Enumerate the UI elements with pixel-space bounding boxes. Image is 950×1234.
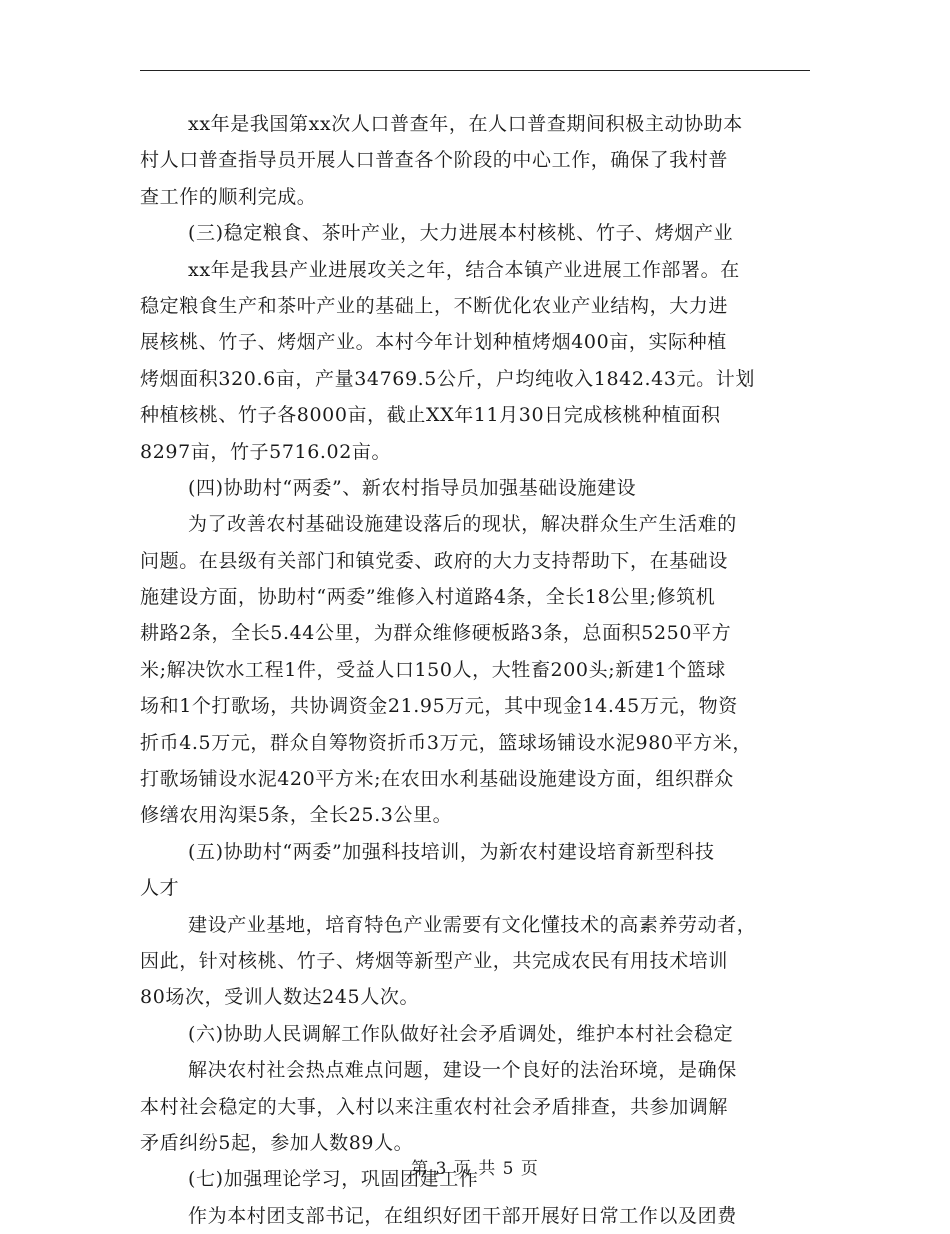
text-line: 为了改善农村基础设施建设落后的现状，解决群众生产生活难的	[188, 513, 737, 536]
text-line: xx年是我国第xx次人口普查年，在人口普查期间积极主动协助本	[188, 113, 743, 135]
text-line: 8297亩，竹子5716.02亩。	[140, 440, 392, 463]
text-line: 稳定粮食生产和茶叶产业的基础上，不断优化农业产业结构，大力进	[140, 294, 729, 317]
text-line: 种植核桃、竹子各8000亩，截止XX年11月30日完成核桃种植面积	[140, 404, 721, 427]
text-line: 矛盾纠纷5起，参加人数89人。	[140, 1131, 414, 1154]
text-line: 人才	[140, 877, 180, 900]
text-line: (五)协助村“两委”加强科技培训，为新农村建设培育新型科技	[188, 840, 715, 863]
text-line: 作为本村团支部书记，在组织好团干部开展好日常工作以及团费	[188, 1204, 737, 1227]
text-line: 建设产业基地，培育特色产业需要有文化懂技术的高素养劳动者，	[188, 913, 757, 936]
text-line: 施建设方面，协助村“两委”维修入村道路4条，全长18公里;修筑机	[140, 586, 716, 609]
text-line: 米;解决饮水工程1件，受益人口150人，大牲畜200头;新建1个篮球	[140, 658, 726, 681]
text-line: (六)协助人民调解工作队做好社会矛盾调处，维护本村社会稳定	[188, 1022, 734, 1045]
header-rule	[140, 70, 810, 71]
text-line: 查工作的顺利完成。	[140, 185, 317, 208]
text-line: 折币4.5万元，群众自筹物资折币3万元，篮球场铺设水泥980平方米，	[140, 731, 752, 754]
text-line: 本村社会稳定的大事，入村以来注重农村社会矛盾排查，共参加调解	[140, 1095, 729, 1118]
text-line: 耕路2条，全长5.44公里，为群众维修硬板路3条，总面积5250平方	[140, 622, 732, 645]
text-line: 场和1个打歌场，共协调资金21.95万元，其中现金14.45万元，物资	[140, 695, 738, 718]
document-body	[140, 106, 816, 1234]
text-line: xx年是我县产业进展攻关之年，结合本镇产业进展工作部署。在	[188, 258, 740, 281]
text-line: 烤烟面积320.6亩，产量34769.5公斤，户均纯收入1842.43元。计划	[140, 367, 755, 390]
text-line: (七)加强理论学习，巩固团建工作	[188, 1168, 479, 1191]
text-line: 解决农村社会热点难点问题，建设一个良好的法治环境，是确保	[188, 1059, 737, 1082]
text-line: 打歌场铺设水泥420平方米;在农田水利基础设施建设方面，组织群众	[140, 768, 734, 791]
text-line: 因此，针对核桃、竹子、烤烟等新型产业，共完成农民有用技术培训	[140, 949, 729, 972]
text-line: 80场次，受训人数达245人次。	[140, 986, 420, 1009]
page-footer: 第 3 页 共 5 页	[411, 1159, 539, 1179]
text-line: 展核桃、竹子、烤烟产业。本村今年计划种植烤烟400亩，实际种植	[140, 331, 727, 354]
text-line: (三)稳定粮食、茶叶产业，大力进展本村核桃、竹子、烤烟产业	[188, 222, 734, 245]
text-line: 村人口普查指导员开展人口普查各个阶段的中心工作，确保了我村普	[140, 149, 729, 172]
text-line: (四)协助村“两委”、新农村指导员加强基础设施建设	[188, 476, 637, 499]
text-line: 修缮农用沟渠5条，全长25.3公里。	[140, 804, 453, 827]
text-line: 问题。在县级有关部门和镇党委、政府的大力支持帮助下，在基础设	[140, 549, 729, 572]
